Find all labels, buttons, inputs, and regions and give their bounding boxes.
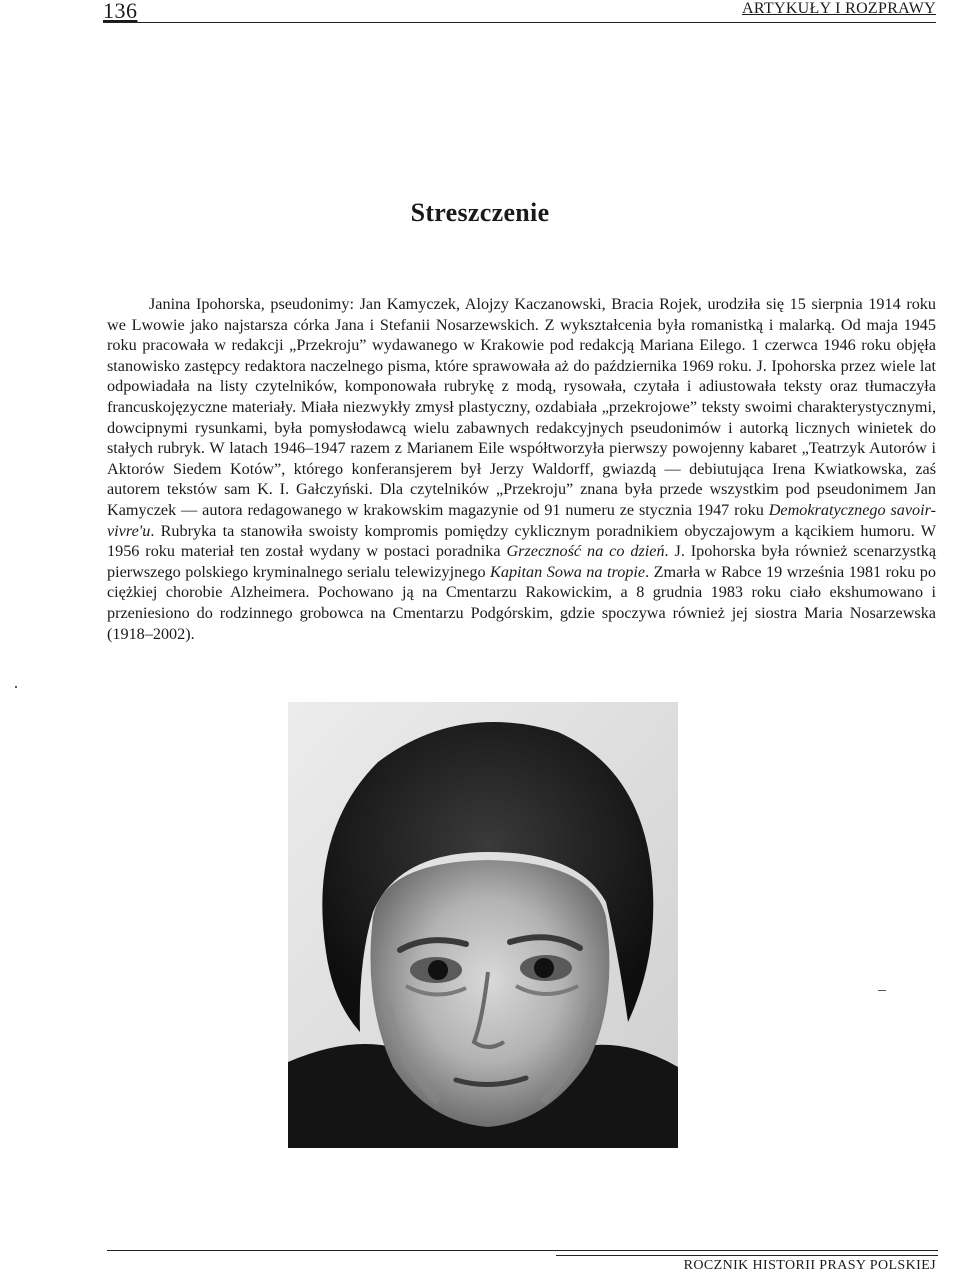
abstract-italic-title: Kapitan Sowa na tropie <box>490 562 646 581</box>
portrait-photo <box>288 702 678 1148</box>
journal-name: ROCZNIK HISTORII PRASY POLSKIEJ <box>683 1258 936 1273</box>
abstract-text: . J. Ipohorska była również scenarzystką pierwszego polskiego kryminalnego serialu telewizyjnego <box>107 542 937 581</box>
abstract-italic-title: Demokratycznego savoir-vivre'u <box>107 500 937 540</box>
scan-speck <box>878 990 886 991</box>
abstract-italic-title: Grzeczność na co dzień <box>506 542 665 561</box>
footer-rule <box>556 1255 938 1256</box>
portrait-image <box>288 702 678 1148</box>
page-number: 136 <box>103 0 138 23</box>
abstract-paragraph <box>107 294 936 644</box>
abstract-text: Janina Ipohorska, pseudonimy: Jan Kamyczek, Alojzy Kaczanowski, Bracia Rojek, urodziła się 15 sierpnia 1914 roku we Lwowie jako najstarsza córka Jana i Stefanii Nosarzewskich. Z wykształcenia była romanistką i malarką. Od maja 1945 roku pracowała w redakcji „Przekroju” wydawanego w Krakowie pod redakcją Mariana Eilego. 1 czerwca 1946 roku objęła stanowisko zastępcy redaktora naczelnego pisma, które sprawowała aż do października 1969 roku. J. Ipohorska przez wiele lat odpowiadała na listy czytelników, komponowała rubrykę z modą, rysowała, czytała i adiustowała teksty oraz tłumaczyła francuskojęzyczne materiały. Miała niezwykły zmysł plastyczny, ozdabiała „przekrojowe” teksty swoimi charakterystycznymi, dowcipnymi rysunkami, była pomysłodawcą wielu zabawnych redakcyjnych pseudonimów i autorką licznych winietek do stałych rubryk. W latach 1946–1947 razem z Marianem Eile współtworzyła pierwszy powojenny kabaret „Teatrzyk Autorów i Aktorów Siedem Kotów”, którego konferansjerem był Jerzy Waldorff, gwiazdą — debiutująca Irena Kwiatkowska, zaś autorem tekstów sam K. I. Gałczyński. Dla czytelników „Przekroju” znana była przede wszystkim pod pseudonimem Jan Kamyczek — autora redagowanego w krakowskim magazynie od 91 numeru ze stycznia 1947 roku <box>107 295 936 519</box>
page-title: Streszczenie <box>410 198 550 227</box>
abstract-text: . Zmarła w Rabce 19 września 1981 roku po ciężkiej chorobie Alzheimera. Pochowano ją na Cmentarzu Rakowickim, a 8 grudnia 1983 roku ciało ekshumowano i przeniesiono do rodzinnego grobowca na Cmentarzu Podgórskim, gdzie spoczywa również jej siostra Maria Nosarzewska (1918–2002). <box>107 562 936 643</box>
scan-speck <box>15 686 17 688</box>
section-label: ARTYKUŁY I ROZPRAWY <box>742 0 936 17</box>
page-header <box>103 0 936 23</box>
abstract-text: . Rubryka ta stanowiła swoisty kompromis pomiędzy cyklicznym poradnikiem obyczajowym a kącikiem humoru. W 1956 roku materiał ten został wydany w postaci poradnika <box>107 521 936 561</box>
footer-rule <box>107 1250 938 1251</box>
